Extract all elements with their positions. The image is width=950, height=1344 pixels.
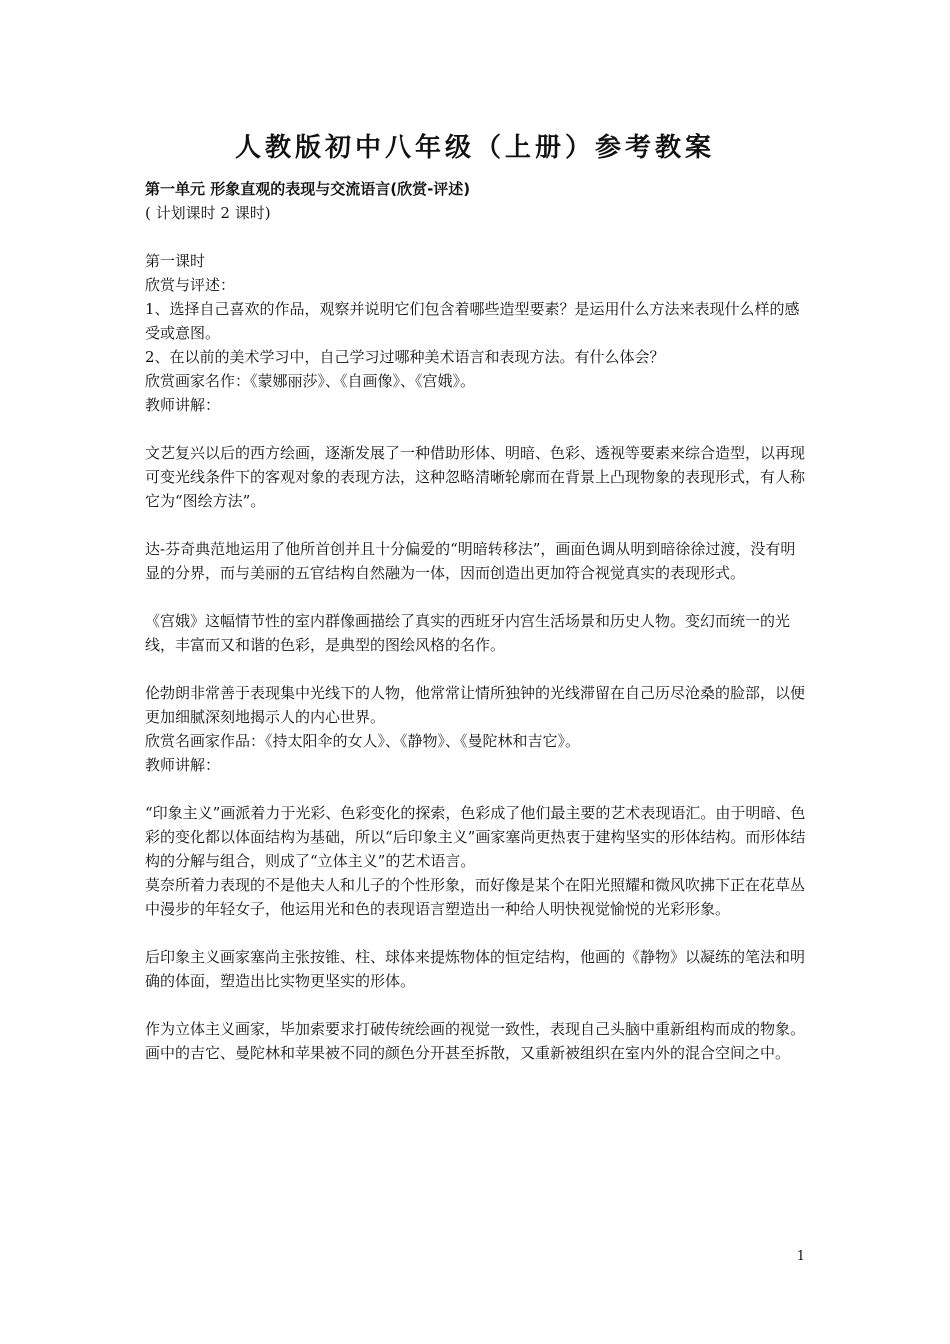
- paragraph-8: 作为立体主义画家，毕加索要求打破传统绘画的视觉一致性，表现自己头脑中重新组构而成的物象。画中的吉它、曼陀林和苹果被不同的颜色分开甚至拆散，又重新被组织在室内外的混合空间之中。: [145, 1020, 806, 1062]
- spacer: [145, 585, 810, 609]
- teacher-label-2: 教师讲解：: [145, 756, 221, 774]
- document-title: 人教版初中八年级（上册）参考教案: [234, 133, 715, 163]
- paragraph-3: 《宫娥》这幅情节性的室内群像画描绘了真实的西班牙内宫生活场景和历史人物。变幻而统一的光线，丰富而又和谐的色彩，是典型的图绘风格的名作。: [145, 612, 791, 654]
- unit-heading: 第一单元 形象直观的表现与交流语言(欣赏-评述): [145, 180, 471, 198]
- question-1: 1、选择自己喜欢的作品，观察并说明它们包含着哪些造型要素？是运用什么方法来表现什么样的感受或意图。: [145, 300, 800, 342]
- works-list-2: 欣赏名画家作品：《持太阳伞的女人》、《静物》、《曼陀林和吉它》。: [145, 732, 581, 750]
- paragraph-6: 莫奈所着力表现的不是他夫人和儿子的个性形象，而好像是某个在阳光照耀和微风吹拂下正在花草丛中漫步的年轻女子，他运用光和色的表现语言塑造出一种给人明快视觉愉悦的光彩形象。: [145, 876, 806, 918]
- document-body: [145, 177, 810, 1065]
- spacer: [145, 921, 810, 945]
- works-list-1: 欣赏画家名作：《蒙娜丽莎》、《自画像》、《宫娥》。: [145, 372, 476, 390]
- question-2: 2、在以前的美术学习中，自己学习过哪种美术语言和表现方法。有什么体会？: [145, 348, 665, 366]
- paragraph-2: 达-芬奇典范地运用了他所首创并且十分偏爱的“明暗转移法”，画面色调从明到暗徐徐过渡，没有明显的分界，而与美丽的五官结构自然融为一体，因而创造出更加符合视觉真实的表现形式。: [145, 540, 796, 582]
- spacer: [145, 993, 810, 1017]
- spacer: [145, 513, 810, 537]
- teacher-label-1: 教师讲解：: [145, 396, 221, 414]
- paragraph-1: 文艺复兴以后的西方绘画，逐渐发展了一种借助形体、明暗、色彩、透视等要素来综合造型，以再现可变光线条件下的客观对象的表现方法，这种忽略清晰轮廓而在背景上凸现物象的表现形式，有人称它为“图绘方法”。: [145, 444, 806, 510]
- plan-note: ( 计划课时 2 课时): [145, 204, 271, 222]
- appreciation-label: 欣赏与评述：: [145, 276, 236, 294]
- paragraph-4: 伦勃朗非常善于表现集中光线下的人物，他常常让情所独钟的光线滞留在自己历尽沧桑的脸部，以便更加细腻深刻地揭示人的内心世界。: [145, 684, 806, 726]
- spacer: [145, 225, 810, 249]
- paragraph-7: 后印象主义画家塞尚主张按锥、柱、球体来提炼物体的恒定结构，他画的《静物》以凝练的笔法和明确的体面，塑造出比实物更坚实的形体。: [145, 948, 806, 990]
- paragraph-5: “印象主义”画派着力于光彩、色彩变化的探索，色彩成了他们最主要的艺术表现语汇。由于明暗、色彩的变化都以体面结构为基础，所以“后印象主义”画家塞尚更热衷于建构坚实的形体结构。而形体结构的分解与组合，则成了“立体主义”的艺术语言。: [145, 804, 806, 870]
- spacer: [145, 777, 810, 801]
- lesson-label: 第一课时: [145, 252, 206, 270]
- spacer: [145, 657, 810, 681]
- spacer: [145, 417, 810, 441]
- page-number: 1: [796, 1249, 805, 1264]
